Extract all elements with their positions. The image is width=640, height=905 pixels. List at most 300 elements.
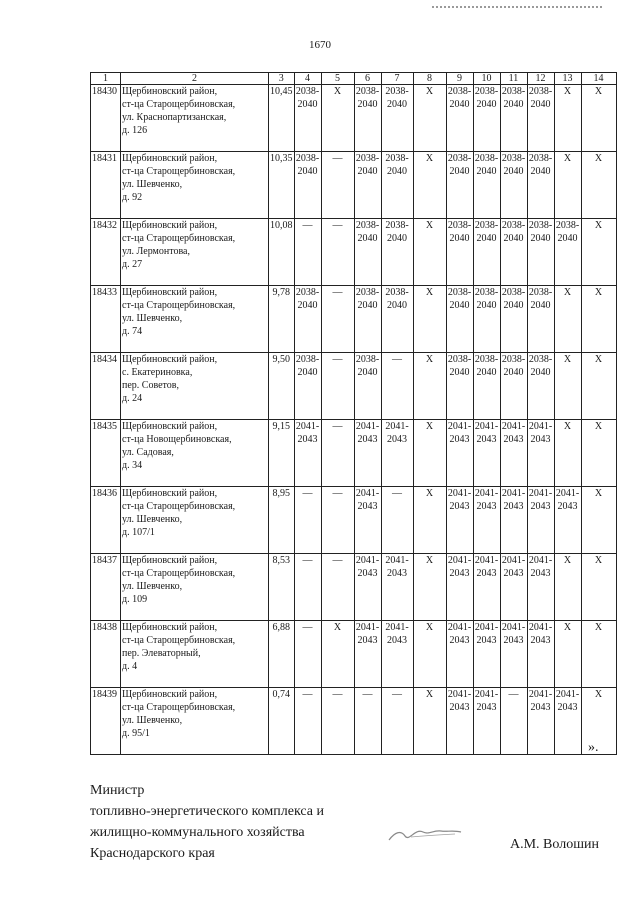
signature-line: Краснодарского края: [90, 846, 215, 861]
column-header: 14: [581, 73, 616, 85]
period-text: 2041-: [528, 622, 553, 633]
address-line: д. 92: [122, 192, 143, 203]
period-text: 2041-: [474, 622, 499, 633]
address-line: ст-ца Старощербиновская,: [122, 166, 236, 177]
table-row: [91, 487, 617, 554]
column-header: 7: [381, 73, 413, 85]
period-text: X: [563, 622, 572, 633]
period-cell: [554, 688, 581, 755]
period-text: 2038-: [528, 287, 553, 298]
value-cell: 9,50: [269, 353, 295, 420]
period-cell: [321, 152, 354, 219]
period-text: 2041-: [355, 421, 380, 432]
column-header: 4: [294, 73, 321, 85]
period-cell: [581, 554, 616, 621]
period-cell: [473, 420, 500, 487]
period-cell: [527, 353, 554, 420]
row-id: 18432: [91, 219, 121, 286]
period-text: 2040: [476, 300, 497, 311]
period-cell: [294, 420, 321, 487]
page-number: 1670: [309, 39, 331, 51]
period-cell: [554, 554, 581, 621]
period-text: —: [362, 689, 373, 700]
period-cell: [446, 286, 473, 353]
period-text: X: [594, 220, 603, 231]
period-text: X: [425, 488, 434, 499]
column-header: 10: [473, 73, 500, 85]
period-text: —: [302, 622, 313, 633]
period-cell: [354, 286, 381, 353]
period-text: 2038-: [528, 86, 553, 97]
address-line: ул. Шевченко,: [122, 313, 183, 324]
period-cell: [413, 621, 446, 688]
address-line: ст-ца Старощербиновская,: [122, 635, 236, 646]
period-text: 2043: [503, 568, 524, 579]
period-text: —: [302, 689, 313, 700]
column-header: 2: [121, 73, 269, 85]
period-text: 2043: [557, 702, 578, 713]
period-cell: [413, 688, 446, 755]
period-text: 2040: [297, 99, 318, 110]
row-id: 18430: [91, 85, 121, 152]
period-text: 2043: [449, 635, 470, 646]
period-text: X: [563, 555, 572, 566]
period-cell: [500, 420, 527, 487]
period-text: 2040: [476, 233, 497, 244]
period-text: X: [594, 689, 603, 700]
period-text: 2038-: [501, 86, 526, 97]
period-cell: [381, 353, 413, 420]
period-text: 2043: [476, 635, 497, 646]
period-text: 2038-: [474, 287, 499, 298]
period-cell: [321, 286, 354, 353]
period-text: 2041-: [447, 421, 472, 432]
table-row: [91, 621, 617, 688]
period-text: 2041-: [555, 488, 580, 499]
period-text: 2038-: [355, 287, 380, 298]
address-cell: [121, 353, 269, 420]
period-text: 2040: [449, 233, 470, 244]
address-line: Щербиновский район,: [122, 354, 218, 365]
period-text: 2043: [503, 434, 524, 445]
period-text: 2041-: [501, 555, 526, 566]
column-header: 8: [413, 73, 446, 85]
period-text: 2040: [387, 300, 407, 311]
period-cell: [321, 487, 354, 554]
address-cell: [121, 688, 269, 755]
period-text: 2040: [476, 99, 497, 110]
period-text: 2043: [530, 434, 551, 445]
period-cell: [446, 487, 473, 554]
period-cell: [581, 688, 616, 755]
period-text: 2043: [449, 702, 470, 713]
period-text: 2040: [297, 367, 318, 378]
period-cell: [554, 353, 581, 420]
period-cell: [527, 688, 554, 755]
period-cell: [581, 152, 616, 219]
period-text: —: [332, 354, 343, 365]
period-text: 2038-: [555, 220, 580, 231]
period-cell: [321, 219, 354, 286]
period-text: 2038-: [474, 354, 499, 365]
column-header: 6: [354, 73, 381, 85]
address-cell: [121, 487, 269, 554]
period-cell: [500, 219, 527, 286]
column-header: 9: [446, 73, 473, 85]
value-cell: 0,74: [269, 688, 295, 755]
period-text: —: [332, 555, 343, 566]
address-line: ст-ца Старощербиновская,: [122, 300, 236, 311]
address-line: Щербиновский район,: [122, 421, 218, 432]
period-cell: [381, 85, 413, 152]
address-line: ст-ца Старощербиновская,: [122, 568, 236, 579]
period-cell: [527, 554, 554, 621]
period-text: 2038-: [295, 287, 320, 298]
column-header: 11: [500, 73, 527, 85]
period-text: 2041-: [501, 488, 526, 499]
period-text: 2040: [297, 166, 318, 177]
period-text: X: [563, 421, 572, 432]
period-text: 2043: [503, 501, 524, 512]
period-text: 2043: [449, 434, 470, 445]
period-text: 2038-: [474, 86, 499, 97]
period-text: X: [425, 421, 434, 432]
signature-line: жилищно-коммунального хозяйства: [90, 825, 305, 840]
address-line: ул. Краснопартизанская,: [122, 112, 227, 123]
address-line: д. 4: [122, 661, 138, 672]
table-row: [91, 420, 617, 487]
period-text: 2040: [357, 166, 378, 177]
period-cell: [354, 85, 381, 152]
period-text: 2040: [530, 367, 551, 378]
period-cell: [473, 219, 500, 286]
address-line: д. 24: [122, 393, 143, 404]
period-text: X: [425, 220, 434, 231]
period-cell: [381, 420, 413, 487]
period-cell: [500, 688, 527, 755]
period-text: 2038-: [447, 287, 472, 298]
period-text: 2040: [476, 367, 497, 378]
address-line: ст-ца Старощербиновская,: [122, 501, 236, 512]
table-row: [91, 219, 617, 286]
period-cell: [381, 688, 413, 755]
table-header-row: [91, 73, 617, 85]
address-line: пер. Элеваторный,: [122, 648, 201, 659]
period-cell: [354, 554, 381, 621]
scan-mark: [432, 6, 602, 14]
value-cell: 10,45: [269, 85, 295, 152]
period-text: 2043: [449, 501, 470, 512]
period-text: 2040: [530, 300, 551, 311]
period-text: 2041-: [355, 488, 380, 499]
column-header: 3: [269, 73, 295, 85]
period-cell: [500, 621, 527, 688]
address-line: Щербиновский район,: [122, 689, 218, 700]
column-header: 13: [554, 73, 581, 85]
period-cell: [354, 621, 381, 688]
period-text: 2043: [503, 635, 524, 646]
address-line: д. 27: [122, 259, 143, 270]
end-quote-mark: ».: [588, 740, 599, 755]
period-text: 2038-: [295, 153, 320, 164]
period-text: 2038-: [501, 354, 526, 365]
period-cell: [446, 688, 473, 755]
period-text: —: [332, 220, 343, 231]
table-row: [91, 152, 617, 219]
period-text: 2038-: [447, 220, 472, 231]
row-id: 18436: [91, 487, 121, 554]
period-text: X: [563, 354, 572, 365]
period-cell: [527, 621, 554, 688]
period-text: 2041-: [528, 421, 553, 432]
period-cell: [321, 554, 354, 621]
period-text: 2038-: [355, 220, 380, 231]
address-line: д. 126: [122, 125, 148, 136]
period-text: 2038-: [355, 354, 380, 365]
period-cell: [413, 487, 446, 554]
period-text: 2038-: [447, 153, 472, 164]
address-line: д. 107/1: [122, 527, 155, 538]
period-text: 2040: [530, 99, 551, 110]
period-cell: [554, 219, 581, 286]
period-text: 2038-: [501, 220, 526, 231]
period-text: —: [332, 689, 343, 700]
period-text: 2040: [530, 166, 551, 177]
table-row: [91, 554, 617, 621]
period-cell: [413, 353, 446, 420]
period-text: 2041-: [528, 555, 553, 566]
period-text: 2043: [476, 434, 497, 445]
period-cell: [446, 420, 473, 487]
period-cell: [581, 487, 616, 554]
period-cell: [413, 219, 446, 286]
period-cell: [446, 152, 473, 219]
period-text: X: [594, 153, 603, 164]
period-text: 2038-: [474, 220, 499, 231]
period-text: 2043: [387, 635, 407, 646]
value-cell: 9,78: [269, 286, 295, 353]
period-text: 2041-: [501, 421, 526, 432]
row-id: 18435: [91, 420, 121, 487]
period-cell: [500, 152, 527, 219]
address-cell: [121, 152, 269, 219]
period-cell: [446, 554, 473, 621]
period-text: X: [594, 86, 603, 97]
period-cell: [581, 420, 616, 487]
period-cell: [527, 152, 554, 219]
period-cell: [446, 353, 473, 420]
period-text: 2043: [476, 501, 497, 512]
period-cell: [554, 420, 581, 487]
period-text: —: [332, 153, 343, 164]
period-text: 2038-: [385, 86, 409, 97]
period-text: X: [425, 86, 434, 97]
address-cell: [121, 621, 269, 688]
period-text: X: [425, 689, 434, 700]
period-cell: [321, 353, 354, 420]
address-cell: [121, 219, 269, 286]
table-row: [91, 688, 617, 755]
row-id: 18439: [91, 688, 121, 755]
value-cell: 8,95: [269, 487, 295, 554]
column-header: 12: [527, 73, 554, 85]
row-id: 18431: [91, 152, 121, 219]
period-cell: [473, 554, 500, 621]
period-cell: [473, 286, 500, 353]
period-cell: [527, 219, 554, 286]
period-text: 2043: [530, 635, 551, 646]
address-line: ул. Шевченко,: [122, 715, 183, 726]
period-cell: [294, 688, 321, 755]
period-cell: [554, 152, 581, 219]
signature-block: [90, 780, 324, 864]
period-cell: [294, 152, 321, 219]
period-cell: [381, 219, 413, 286]
period-text: 2038-: [295, 354, 320, 365]
period-text: 2043: [530, 568, 551, 579]
period-text: 2041-: [295, 421, 320, 432]
period-text: 2040: [503, 99, 524, 110]
period-cell: [581, 219, 616, 286]
period-text: 2038-: [385, 220, 409, 231]
column-header: 5: [321, 73, 354, 85]
period-text: 2038-: [447, 354, 472, 365]
period-text: —: [302, 220, 313, 231]
period-text: 2040: [449, 300, 470, 311]
period-text: —: [302, 555, 313, 566]
period-cell: [527, 286, 554, 353]
period-text: X: [425, 354, 434, 365]
period-cell: [473, 621, 500, 688]
period-cell: [413, 420, 446, 487]
period-text: X: [594, 421, 603, 432]
table-row: [91, 85, 617, 152]
handwritten-signature: [385, 822, 465, 844]
period-cell: [527, 487, 554, 554]
schedule-table: [90, 72, 617, 755]
address-line: ул. Шевченко,: [122, 179, 183, 190]
period-text: 2043: [530, 702, 551, 713]
period-text: 2040: [449, 99, 470, 110]
period-text: —: [332, 287, 343, 298]
period-text: 2043: [530, 501, 551, 512]
period-cell: [554, 487, 581, 554]
value-cell: 6,88: [269, 621, 295, 688]
period-cell: [354, 353, 381, 420]
period-text: 2038-: [528, 153, 553, 164]
period-text: 2038-: [385, 287, 409, 298]
period-text: 2041-: [474, 689, 499, 700]
row-id: 18434: [91, 353, 121, 420]
period-text: 2041-: [355, 622, 380, 633]
table-row: [91, 353, 617, 420]
address-line: д. 95/1: [122, 728, 150, 739]
period-text: 2041-: [447, 488, 472, 499]
period-text: 2038-: [385, 153, 409, 164]
address-cell: [121, 554, 269, 621]
period-cell: [321, 621, 354, 688]
row-id: 18433: [91, 286, 121, 353]
value-cell: 10,08: [269, 219, 295, 286]
period-cell: [321, 688, 354, 755]
period-text: 2040: [387, 166, 407, 177]
period-cell: [500, 487, 527, 554]
address-line: ул. Шевченко,: [122, 514, 183, 525]
period-cell: [527, 85, 554, 152]
period-cell: [294, 353, 321, 420]
period-text: 2043: [387, 434, 407, 445]
period-text: X: [425, 555, 434, 566]
column-header: 1: [91, 73, 121, 85]
period-text: 2038-: [528, 354, 553, 365]
period-text: 2040: [557, 233, 578, 244]
period-cell: [294, 85, 321, 152]
signature-line: топливно-энергетического комплекса и: [90, 804, 324, 819]
period-text: 2041-: [385, 555, 409, 566]
address-line: ст-ца Новощербиновская,: [122, 434, 232, 445]
period-text: X: [594, 555, 603, 566]
period-cell: [473, 85, 500, 152]
period-cell: [381, 487, 413, 554]
period-text: 2043: [557, 501, 578, 512]
period-cell: [354, 487, 381, 554]
period-text: 2041-: [447, 689, 472, 700]
period-cell: [294, 621, 321, 688]
period-cell: [446, 85, 473, 152]
period-text: X: [594, 622, 603, 633]
value-cell: 10,35: [269, 152, 295, 219]
period-text: 2043: [357, 501, 378, 512]
address-line: Щербиновский район,: [122, 86, 218, 97]
period-text: 2040: [357, 300, 378, 311]
period-cell: [381, 554, 413, 621]
period-cell: [473, 688, 500, 755]
period-text: —: [392, 488, 402, 499]
period-cell: [581, 353, 616, 420]
period-text: 2041-: [385, 622, 409, 633]
period-cell: [473, 152, 500, 219]
period-text: 2040: [503, 367, 524, 378]
period-cell: [294, 487, 321, 554]
period-text: 2038-: [355, 153, 380, 164]
period-cell: [413, 554, 446, 621]
period-text: —: [302, 488, 313, 499]
period-cell: [554, 621, 581, 688]
period-cell: [554, 85, 581, 152]
period-text: 2041-: [447, 622, 472, 633]
period-cell: [446, 219, 473, 286]
period-cell: [354, 152, 381, 219]
period-text: 2041-: [474, 555, 499, 566]
address-line: Щербиновский район,: [122, 488, 218, 499]
period-text: X: [594, 287, 603, 298]
period-cell: [413, 152, 446, 219]
period-text: 2040: [503, 300, 524, 311]
table-row: [91, 286, 617, 353]
period-text: 2043: [357, 568, 378, 579]
address-line: д. 74: [122, 326, 143, 337]
period-cell: [527, 420, 554, 487]
period-text: —: [392, 354, 402, 365]
row-id: 18437: [91, 554, 121, 621]
period-text: X: [333, 86, 342, 97]
period-text: 2038-: [501, 287, 526, 298]
period-text: 2040: [357, 367, 378, 378]
period-cell: [500, 554, 527, 621]
address-line: с. Екатериновка,: [122, 367, 193, 378]
period-text: X: [425, 622, 434, 633]
period-text: 2041-: [447, 555, 472, 566]
